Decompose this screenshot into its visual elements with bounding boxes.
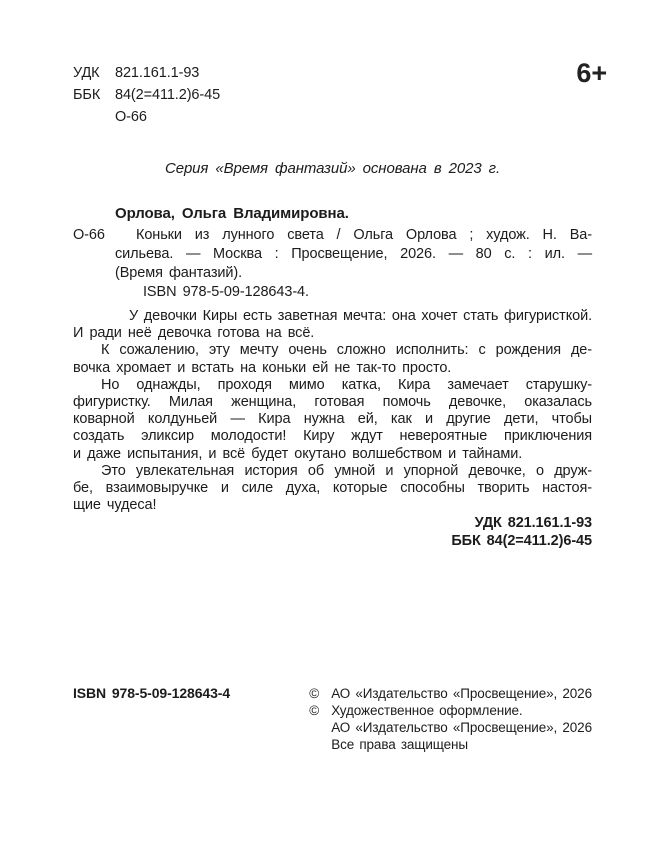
- copyright-sign: ©: [309, 703, 320, 719]
- copyright-text: АО «Издательство «Просвещение», 2026: [331, 720, 592, 736]
- udk-row: [73, 62, 592, 84]
- bib-author-code: О-66: [73, 227, 105, 243]
- bbk-row: [73, 84, 592, 106]
- text-line: фигуристку. Милая женщина, готовая помочь девочке, оказалась: [73, 394, 592, 411]
- text-line: вочка хромает и встать на коньки ей не так-то просто.: [73, 359, 452, 376]
- bottom-bbk: ББК 84(2=411.2)6-45: [451, 533, 592, 550]
- text-line: Но однажды, проходя мимо катка, Кира замечает старушку-: [101, 376, 592, 393]
- text-line: бе, взаимовыручке и силе духа, которые способны творить настоя-: [73, 480, 592, 497]
- text-line: У девочки Киры есть заветная мечта: она хочет стать фигуристкой.: [129, 308, 592, 324]
- bbk-value: 84(2=411.2)6-45: [115, 87, 221, 103]
- text-line: ISBN 978-5-09-128643-4.: [143, 284, 309, 300]
- author-code-row: [73, 106, 592, 128]
- copyright-sign: ©: [309, 686, 320, 702]
- text-line: сильева. — Москва : Просвещение, 2026. — 80 с. : ил. —: [115, 246, 592, 262]
- copyright-line: [309, 719, 592, 736]
- text-line: щие чудеса!: [73, 497, 157, 514]
- text-line: создать эликсир молодости! Киру ждут невероятные приключения: [73, 428, 592, 445]
- classification-codes-top: [73, 62, 592, 128]
- footer-isbn: ISBN 978-5-09-128643-4: [73, 685, 231, 702]
- text-line: коварной колдуньей — Кира нужна ей, как и другие дети, чтобы: [73, 411, 592, 428]
- age-rating-badge: 6+: [576, 58, 607, 88]
- copyright-block: [309, 685, 592, 753]
- text-line: (Время фантазий).: [115, 265, 243, 281]
- bibliographic-entry: [73, 226, 592, 302]
- copyright-text: Все права защищены: [331, 737, 468, 753]
- copyright-text: АО «Издательство «Просвещение», 2026: [331, 686, 592, 702]
- annotation-text: [73, 308, 592, 514]
- text-line: И ради неё девочка готова на всё.: [73, 325, 315, 342]
- series-note: Серия «Время фантазий» основана в 2023 г.: [164, 160, 501, 177]
- classification-codes-bottom: [73, 514, 592, 550]
- text-line: Коньки из лунного света / Ольга Орлова ; худож. Н. Ва-: [136, 227, 592, 243]
- text-line: Это увлекательная история об умной и упорной девочке, о друж-: [101, 462, 592, 479]
- bottom-udk: УДК 821.161.1-93: [474, 515, 592, 532]
- author-heading: Орлова, Ольга Владимировна.: [115, 205, 349, 222]
- footer: [73, 685, 592, 753]
- copyright-line: [309, 736, 592, 753]
- bbk-label: ББК: [73, 87, 101, 103]
- udk-label: УДК: [73, 65, 100, 81]
- copyright-sign: [309, 736, 331, 753]
- text-line: К сожалению, эту мечту очень сложно исполнить: с рождения де-: [101, 342, 592, 359]
- udk-value: 821.161.1-93: [115, 65, 200, 81]
- copyright-text: Художественное оформление.: [331, 703, 523, 719]
- text-line: и даже испытания, и всё будет окутано волшебством и тайнами.: [73, 445, 523, 462]
- copyright-sign: [309, 719, 331, 736]
- author-code: О-66: [115, 109, 147, 125]
- copyright-line: [309, 702, 592, 719]
- copyright-line: [309, 685, 592, 702]
